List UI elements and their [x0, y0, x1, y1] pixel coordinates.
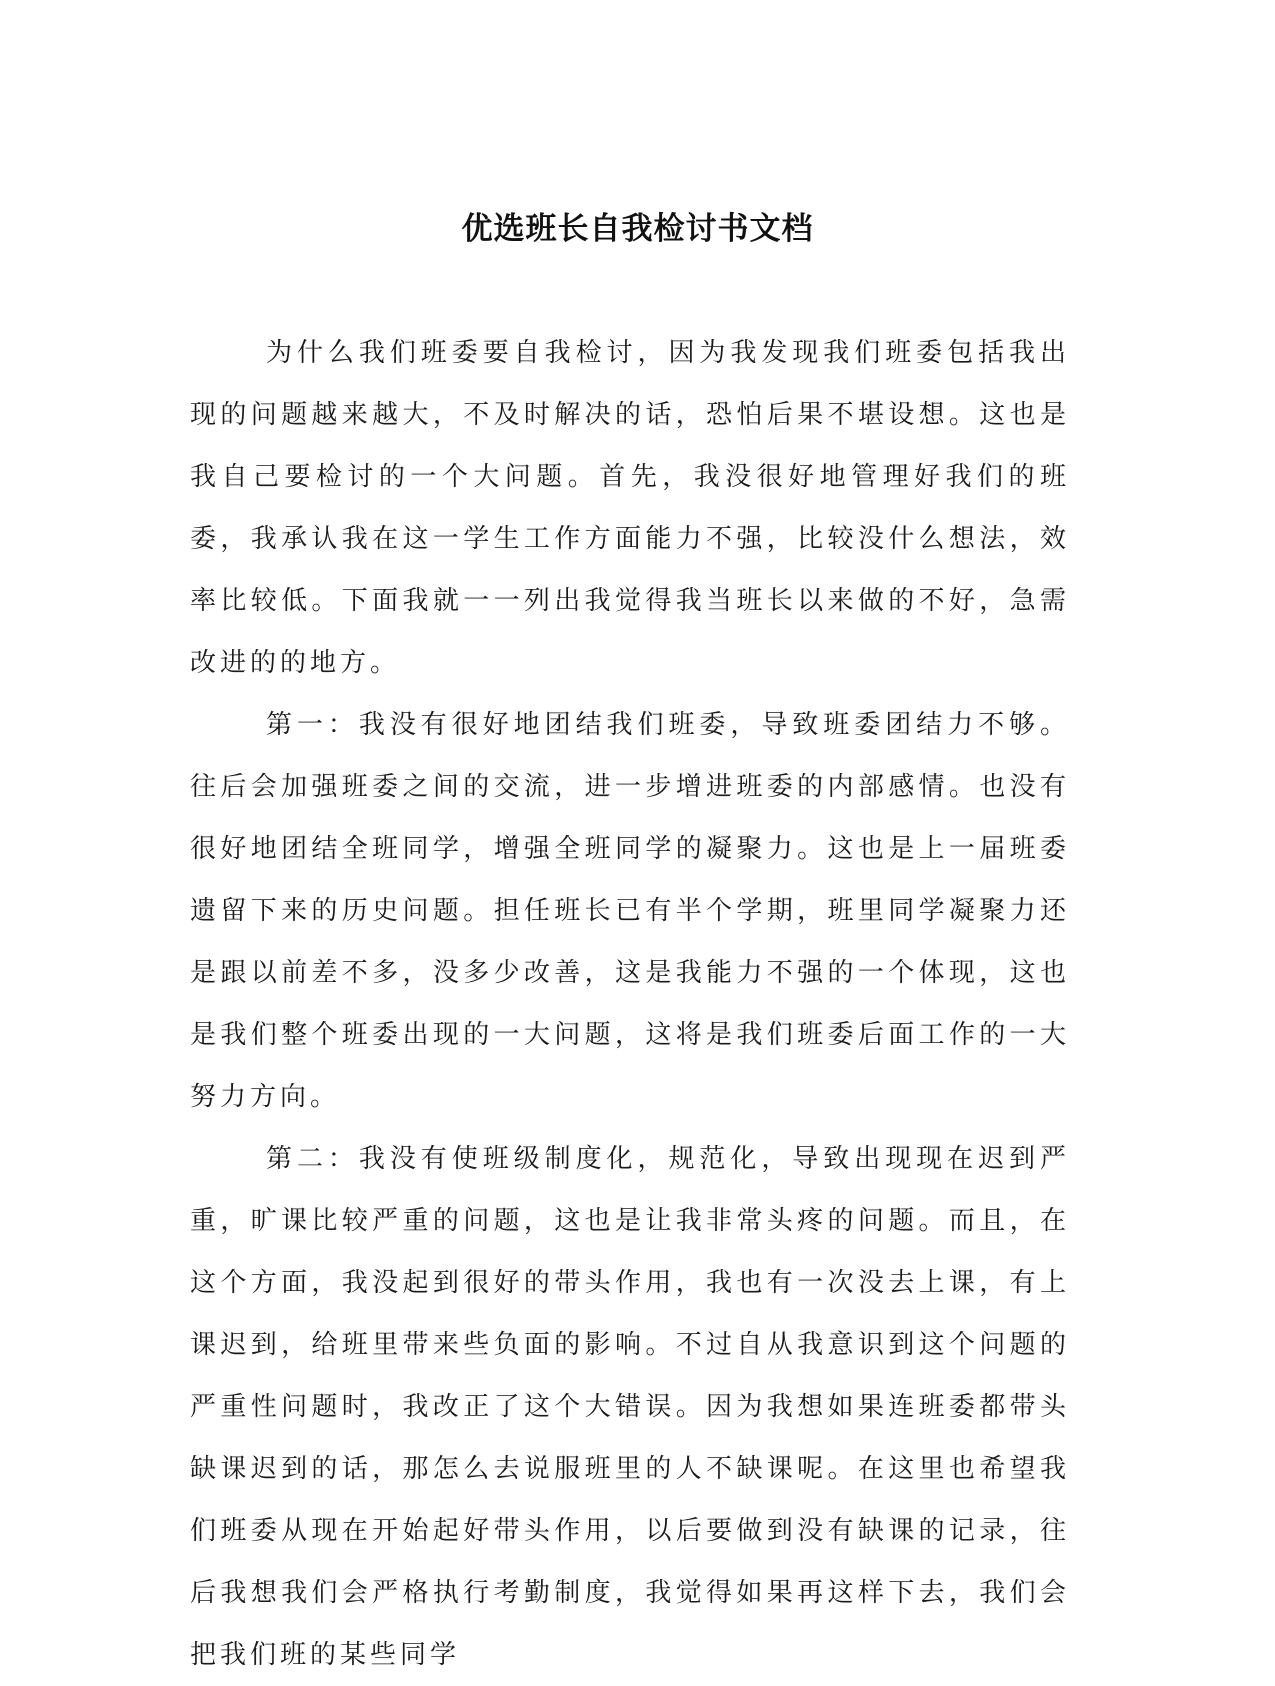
document-body [190, 322, 1070, 1686]
document-title: 优选班长自我检讨书文档 [461, 211, 814, 247]
paragraph-point-one: 第一：我没有很好地团结我们班委，导致班委团结力不够。往后会加强班委之间的交流，进一步增进班委的内部感情。也没有很好地团结全班同学，增强全班同学的凝聚力。这也是上一届班委遗留下来的历史问题。担任班长已有半个学期，班里同学凝聚力还是跟以前差不多，没多少改善，这是我能力不强的一个体现，这也是我们整个班委出现的一大问题，这将是我们班委后面工作的一大努力方向。 [190, 710, 1070, 1112]
paragraph-point-two: 第二：我没有使班级制度化，规范化，导致出现现在迟到严重，旷课比较严重的问题，这也是让我非常头疼的问题。而且，在这个方面，我没起到很好的带头作用，我也有一次没去上课，有上课迟到，给班里带来些负面的影响。不过自从我意识到这个问题的严重性问题时，我改正了这个大错误。因为我想如果连班委都带头缺课迟到的话，那怎么去说服班里的人不缺课呢。在这里也希望我们班委从现在开始起好带头作用，以后要做到没有缺课的记录，往后我想我们会严格执行考勤制度，我觉得如果再这样下去，我们会把我们班的某些同学 [190, 1144, 1070, 1670]
paragraph-intro: 为什么我们班委要自我检讨，因为我发现我们班委包括我出现的问题越来越大，不及时解决的话，恐怕后果不堪设想。这也是我自己要检讨的一个大问题。首先，我没很好地管理好我们的班委，我承认我在这一学生工作方面能力不强，比较没什么想法，效率比较低。下面我就一一列出我觉得我当班长以来做的不好，急需改进的的地方。 [190, 338, 1070, 678]
